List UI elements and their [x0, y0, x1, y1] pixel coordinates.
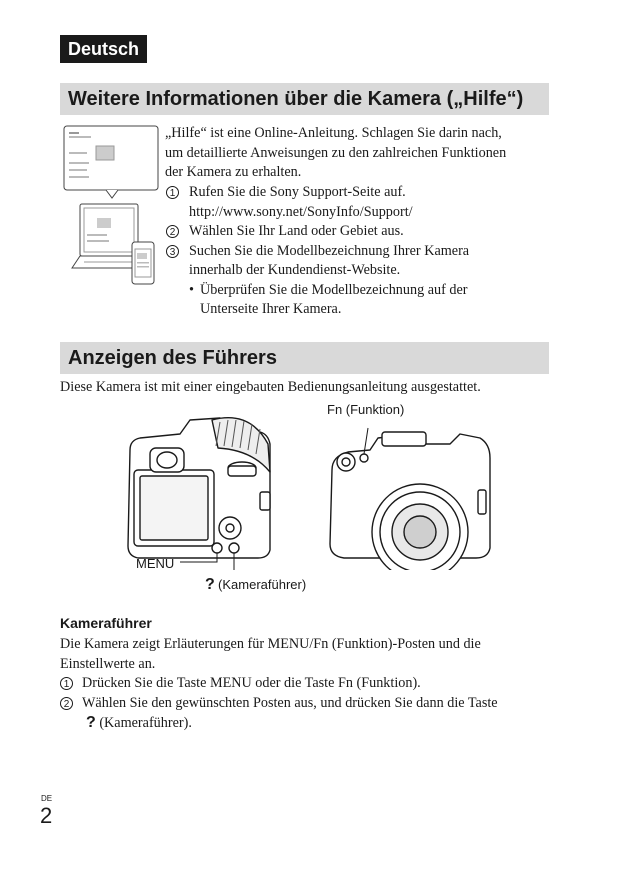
guide-step-1: [60, 674, 580, 694]
step-number: 2: [166, 225, 179, 238]
fn-label: Fn (Funktion): [327, 402, 405, 417]
step-text-cont-label: (Kameraführer).: [99, 715, 192, 731]
question-icon: ?: [205, 576, 215, 593]
step-text: Wählen Sie den gewünschten Posten aus, und drücken Sie dann die Taste: [82, 694, 498, 711]
step-2: [165, 222, 565, 242]
bullet-line: Unterseite Ihrer Kamera.: [200, 301, 342, 317]
menu-label: MENU: [136, 556, 175, 571]
camera-guide-title: Kameraführer: [60, 615, 152, 631]
guide-label-text: (Kameraführer): [218, 577, 307, 592]
footer-lang-code: DE: [41, 794, 53, 803]
camera-illustration: [120, 410, 500, 570]
guide-intro: Diese Kamera ist mit einer eingebauten Bedienungsanleitung ausgestattet.: [60, 379, 481, 395]
step-line: Wählen Sie Ihr Land oder Gebiet aus.: [189, 223, 404, 239]
intro-line: „Hilfe“ ist eine Online-Anleitung. Schlagen Sie darin nach,: [165, 125, 502, 141]
step-line: Rufen Sie die Sony Support-Seite auf.: [189, 184, 406, 200]
help-illustration: [62, 122, 162, 297]
question-icon: ?: [86, 714, 96, 731]
help-steps: [165, 183, 565, 320]
guide-section-heading: Anzeigen des Führers: [60, 342, 549, 374]
camera-guide-desc: [60, 635, 580, 734]
step-3: [165, 242, 565, 281]
step-number: 3: [166, 245, 179, 258]
step-line: innerhalb der Kundendienst-Website.: [189, 262, 401, 278]
language-tab: Deutsch: [60, 35, 147, 63]
bullet-note: [165, 281, 565, 320]
step-number: 2: [60, 697, 73, 710]
intro-line: der Kamera zu erhalten.: [165, 164, 302, 180]
bullet-icon: •: [189, 281, 194, 298]
step-1: [165, 183, 565, 222]
support-url: http://www.sony.net/SonyInfo/Support/: [189, 203, 413, 220]
help-intro: [165, 124, 565, 183]
guide-label: [205, 576, 306, 594]
step-text-cont: [82, 713, 580, 734]
intro-line: um detaillierte Anweisungen zu den zahlreichen Funktionen: [165, 144, 507, 161]
help-section-heading: Weitere Informationen über die Kamera („Hilfe“): [60, 83, 549, 115]
page-number: 2: [40, 803, 53, 828]
step-text: Drücken Sie die Taste MENU oder die Taste Fn (Funktion).: [82, 675, 421, 691]
desc-line: Einstellwerte an.: [60, 655, 156, 672]
step-number: 1: [60, 677, 73, 690]
bullet-line: Überprüfen Sie die Modellbezeichnung auf der: [200, 281, 468, 298]
guide-step-2: [60, 694, 580, 734]
step-number: 1: [166, 186, 179, 199]
step-line: Suchen Sie die Modellbezeichnung Ihrer Kamera: [189, 242, 470, 259]
desc-line: Die Kamera zeigt Erläuterungen für MENU/Fn (Funktion)-Posten und die: [60, 636, 481, 652]
